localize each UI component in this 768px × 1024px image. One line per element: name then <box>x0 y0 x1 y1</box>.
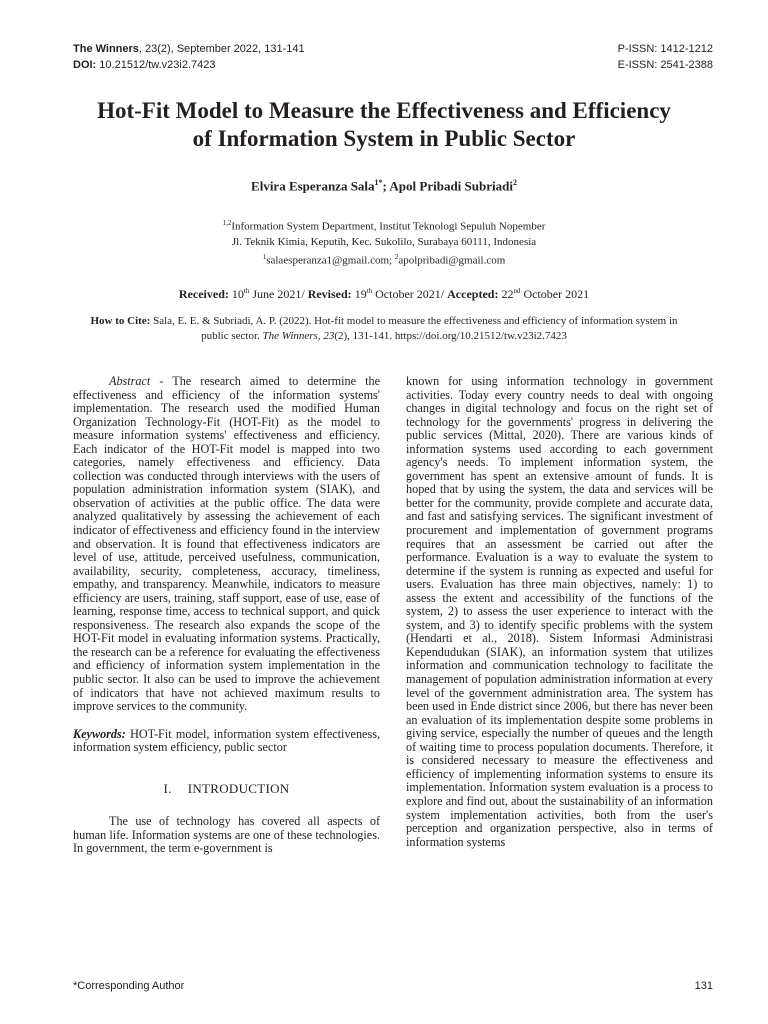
article-dates: Received: 10th June 2021/ Revised: 19th October 2021/ Accepted: 22nd October 2021 <box>178 287 590 301</box>
section-title: INTRODUCTION <box>187 780 290 796</box>
page-number: 131 <box>694 980 713 992</box>
left-column <box>73 375 380 856</box>
journal-issue: , 23(2), September 2022, 131-141 <box>138 43 305 55</box>
email-1: salaesperanza1@gmail.com; <box>266 254 395 267</box>
section-heading <box>73 782 380 796</box>
cite-label: How to Cite: <box>90 315 151 327</box>
abstract-text: - The research aimed to determine the effectiveness and efficiency of the information systems' implementation. The research used the modified Human Organization Technology-Fit (HOT-Fit) as the model to measure information systems' effectiveness and efficiency. Each indicator of the HOT-Fit model is mapped into two categories, namely effectiveness and efficiency. Data collection was conducted through interviews with the users of population administration information system (SIAK), and observation of activities at the public office. The data were analyzed qualitatively by assessing the achievement of each indicator of effectiveness and efficiency found in the interview and observation. It is found that effectiveness indicators are level of use, attitude, perceived usefulness, communication, availability, security, completeness, accuracy, timeliness, empathy, and transparency. Meanwhile, indicators to measure efficiency are users, training, staff support, ease of use, ease of learning, response time, access to technical support, and quick responsiveness. The research also expands the scope of the HOT-Fit model in evaluating information systems. Practically, the research can be a reference for evaluating the effectiveness and efficiency of information system implementation in the public sector. It also can be used to improve the achievement of indicators that have not achieved maximum results to improve services to the community. <box>73 374 380 714</box>
keywords-label: Keywords: <box>73 726 126 741</box>
e-issn: E-ISSN: 2541-2388 <box>617 59 713 71</box>
journal-citation <box>73 41 305 57</box>
doi-label: DOI: <box>73 59 97 71</box>
keywords <box>73 728 380 755</box>
doi-value: 10.21512/tw.v23i2.7423 <box>96 59 216 71</box>
author-separator: ; <box>382 178 390 194</box>
journal-header-left <box>73 41 305 73</box>
email-2: apolpribadi@gmail.com <box>398 254 506 267</box>
author-2: Apol Pribadi Subriadi <box>389 178 513 194</box>
abstract <box>73 375 380 714</box>
journal-header-right <box>618 41 713 73</box>
affiliation-line-2: Jl. Teknik Kimia, Keputih, Kec. Sukolilo, Surabaya 60111, Indonesia <box>231 235 537 248</box>
author-1-sup: 1* <box>374 178 383 187</box>
intro-paragraph-right: known for using information technology in government activities. Today every country needs to deal with ongoing changes in digital technology and focus on the right set of technology for the governments' progress in delivering the public services (Mittal, 2020). There are various kinds of information systems used according to each government agency's needs. To implement information system, the government has spent an extensive amount of funds. It is hoped that by using the system, the data and services will be better for the community, provide complete and accurate data, and fast and satisfying services. The significant investment of procurement and implementation of government programs requires that an assessment be carried out after the performance. Evaluation is a way to evaluate the system to determine if the system is running as expected and useful for users. Evaluation has three main objectives, namely: 1) to assess the extent and accessibility of the functions of the system, 2) to assess the user experience to interact with the system, and 3) to identify specific problems with the system (Hendarti et al., 2018). Sistem Informasi Administrasi Kependudukan (SIAK), an information system that utilizes information and communication technology to facilitate the management of population administration information at every level of the government administration area. The system has been used in Ende district since 2006, but there has never been an evaluation of its implementation despite some problems in giving service, especially the number of queues and the length of waiting time to process population documents. Therefore, it is considered necessary to measure the effectiveness and efficiency of implementing information systems to ensure its implementation. Information system evaluation is a process to explore and find out, about the sustainability of an information system implementation activities, both from the user's perception and organization perspective, also in terms of information systems <box>406 374 713 849</box>
title-line-2: of Information System in Public Sector <box>192 126 576 151</box>
paper-title <box>40 97 728 153</box>
author-1: Elvira Esperanza Sala <box>251 178 375 194</box>
intro-paragraph-left: The use of technology has covered all aspects of human life. Information systems are one of these technologies. In government, the term e-government is <box>73 814 380 856</box>
affiliation <box>40 216 728 268</box>
keywords-text: HOT-Fit model, information system effectiveness, information system efficiency, public sector <box>73 726 380 755</box>
journal-doi <box>73 57 305 73</box>
author-list <box>40 178 728 194</box>
affiliation-sup: 1,2 <box>222 219 232 227</box>
affiliation-line-1: $^{1,2}$Information System Department, Institut Teknologi Sepuluh Nopember <box>222 219 546 233</box>
section-number: I. <box>163 780 172 796</box>
abstract-label: Abstract <box>109 374 151 388</box>
affiliation-emails: $^1$salaesperanza1@gmail.com; $^2$apolpribadi@gmail.com <box>262 252 506 267</box>
cite-journal: The Winners, 23 <box>262 330 335 342</box>
p-issn: P-ISSN: 1412-1212 <box>617 43 713 55</box>
author-2-sup: 2 <box>512 178 517 187</box>
journal-name: The Winners <box>73 43 139 55</box>
how-to-cite: How to Cite: Sala, E. E. & Subriadi, A. P. (2022). Hot-fit model to measure the effectiveness and efficiency of information system in public sector. The Winners, 23(2), 131-141. https://doi.org/10.21512/tw.v23i2.7423 <box>90 315 678 342</box>
title-line-1: Hot-Fit Model to Measure the Effectiveness and Efficiency <box>97 98 671 123</box>
right-column <box>406 375 713 849</box>
corresponding-author-note: *Corresponding Author <box>73 980 185 992</box>
